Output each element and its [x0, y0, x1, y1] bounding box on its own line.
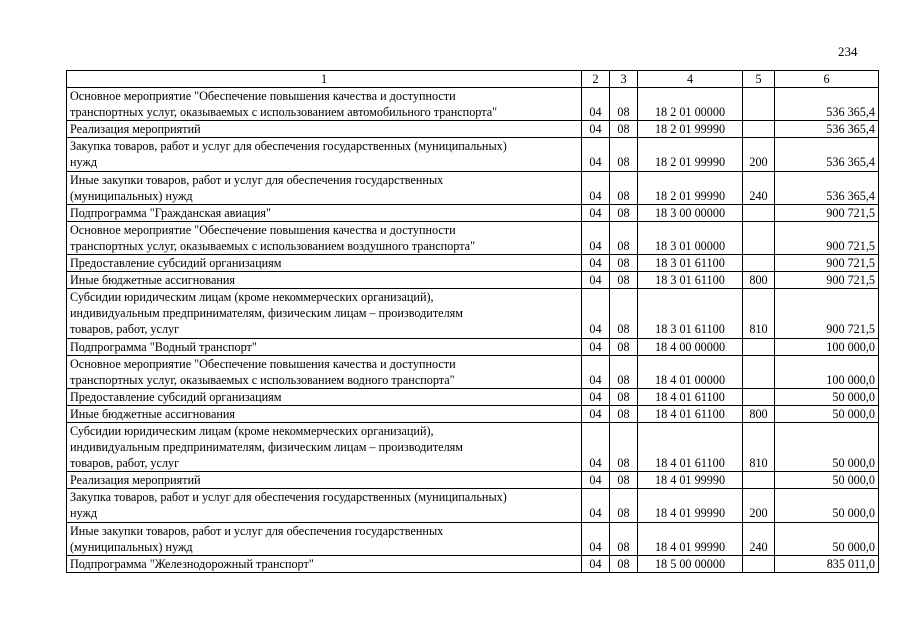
section-code-cell: 04 — [582, 355, 610, 388]
subsection-code-cell: 08 — [610, 522, 638, 555]
item-name-cell: Подпрограмма "Железнодорожный транспорт" — [67, 555, 582, 572]
section-code-cell: 04 — [582, 522, 610, 555]
expense-type-cell: 240 — [743, 522, 775, 555]
subsection-code-cell: 08 — [610, 88, 638, 121]
item-name-cell: Реализация мероприятий — [67, 121, 582, 138]
table-row — [67, 405, 879, 422]
item-name-cell: Иные закупки товаров, работ и услуг для обеспечения государственных (муниципальных) нужд — [67, 522, 582, 555]
expense-type-cell: 240 — [743, 171, 775, 204]
item-name-cell: Закупка товаров, работ и услуг для обеспечения государственных (муниципальных) нужд — [67, 138, 582, 171]
subsection-code-cell: 08 — [610, 338, 638, 355]
table-row — [67, 204, 879, 221]
subsection-code-cell: 08 — [610, 555, 638, 572]
target-article-cell: 18 4 01 99990 — [638, 489, 743, 522]
section-code-cell: 04 — [582, 289, 610, 338]
item-name-cell: Закупка товаров, работ и услуг для обеспечения государственных (муниципальных) нужд — [67, 489, 582, 522]
expense-type-cell — [743, 355, 775, 388]
item-name-cell: Реализация мероприятий — [67, 472, 582, 489]
target-article-cell: 18 4 00 00000 — [638, 338, 743, 355]
expense-type-cell: 200 — [743, 489, 775, 522]
expense-type-cell — [743, 221, 775, 254]
item-name-cell: Предоставление субсидий организациям — [67, 255, 582, 272]
expense-type-cell — [743, 472, 775, 489]
item-name-cell: Подпрограмма "Гражданская авиация" — [67, 204, 582, 221]
target-article-cell: 18 4 01 61100 — [638, 388, 743, 405]
target-article-cell: 18 5 00 00000 — [638, 555, 743, 572]
table-row — [67, 555, 879, 572]
section-code-cell: 04 — [582, 472, 610, 489]
target-article-cell: 18 4 01 61100 — [638, 422, 743, 471]
item-name-cell: Субсидии юридическим лицам (кроме некоммерческих организаций), индивидуальным предпринимателям, физическим лицам – производителям товаров, работ, услуг — [67, 422, 582, 471]
amount-cell: 536 365,4 — [775, 138, 879, 171]
item-name-cell: Иные закупки товаров, работ и услуг для обеспечения государственных (муниципальных) нужд — [67, 171, 582, 204]
expense-type-cell: 800 — [743, 272, 775, 289]
item-name-cell: Иные бюджетные ассигнования — [67, 272, 582, 289]
section-code-cell: 04 — [582, 388, 610, 405]
section-code-cell: 04 — [582, 138, 610, 171]
section-code-cell: 04 — [582, 338, 610, 355]
target-article-cell: 18 2 01 00000 — [638, 88, 743, 121]
item-name-cell: Иные бюджетные ассигнования — [67, 405, 582, 422]
expense-type-cell — [743, 121, 775, 138]
subsection-code-cell: 08 — [610, 489, 638, 522]
amount-cell: 50 000,0 — [775, 422, 879, 471]
subsection-code-cell: 08 — [610, 255, 638, 272]
section-code-cell: 04 — [582, 422, 610, 471]
header-row — [67, 71, 879, 88]
item-name-cell: Субсидии юридическим лицам (кроме некоммерческих организаций), индивидуальным предпринимателям, физическим лицам – производителям товаров, работ, услуг — [67, 289, 582, 338]
subsection-code-cell: 08 — [610, 405, 638, 422]
table-row — [67, 221, 879, 254]
table-row — [67, 138, 879, 171]
subsection-code-cell: 08 — [610, 388, 638, 405]
amount-cell: 835 011,0 — [775, 555, 879, 572]
subsection-code-cell: 08 — [610, 355, 638, 388]
table-row — [67, 171, 879, 204]
expense-type-cell — [743, 88, 775, 121]
expense-type-cell — [743, 388, 775, 405]
table-row — [67, 388, 879, 405]
section-code-cell: 04 — [582, 88, 610, 121]
section-code-cell: 04 — [582, 255, 610, 272]
target-article-cell: 18 4 01 61100 — [638, 405, 743, 422]
section-code-cell: 04 — [582, 204, 610, 221]
item-name-cell: Подпрограмма "Водный транспорт" — [67, 338, 582, 355]
table-row — [67, 422, 879, 471]
section-code-cell: 04 — [582, 272, 610, 289]
expense-type-cell — [743, 555, 775, 572]
header-cell: 1 — [67, 71, 582, 88]
item-name-cell: Предоставление субсидий организациям — [67, 388, 582, 405]
subsection-code-cell: 08 — [610, 171, 638, 204]
item-name-cell: Основное мероприятие "Обеспечение повышения качества и доступности транспортных услуг, оказываемых с использованием автомобильного транспорта" — [67, 88, 582, 121]
amount-cell: 50 000,0 — [775, 489, 879, 522]
table-body — [67, 88, 879, 573]
expense-type-cell — [743, 204, 775, 221]
section-code-cell: 04 — [582, 121, 610, 138]
expense-type-cell — [743, 338, 775, 355]
header-cell: 4 — [638, 71, 743, 88]
header-cell: 5 — [743, 71, 775, 88]
expense-type-cell — [743, 255, 775, 272]
header-cell: 3 — [610, 71, 638, 88]
table-row — [67, 121, 879, 138]
header-cell: 2 — [582, 71, 610, 88]
target-article-cell: 18 4 01 99990 — [638, 522, 743, 555]
table-row — [67, 489, 879, 522]
item-name-cell: Основное мероприятие "Обеспечение повышения качества и доступности транспортных услуг, оказываемых с использованием водного транспорта" — [67, 355, 582, 388]
amount-cell: 900 721,5 — [775, 204, 879, 221]
table-row — [67, 272, 879, 289]
amount-cell: 50 000,0 — [775, 388, 879, 405]
subsection-code-cell: 08 — [610, 289, 638, 338]
amount-cell: 100 000,0 — [775, 355, 879, 388]
amount-cell: 50 000,0 — [775, 405, 879, 422]
page-number: 234 — [838, 44, 858, 59]
header-cell: 6 — [775, 71, 879, 88]
expense-type-cell: 810 — [743, 289, 775, 338]
section-code-cell: 04 — [582, 171, 610, 204]
subsection-code-cell: 08 — [610, 272, 638, 289]
subsection-code-cell: 08 — [610, 221, 638, 254]
amount-cell: 100 000,0 — [775, 338, 879, 355]
target-article-cell: 18 3 00 00000 — [638, 204, 743, 221]
expense-type-cell: 200 — [743, 138, 775, 171]
amount-cell: 900 721,5 — [775, 255, 879, 272]
subsection-code-cell: 08 — [610, 204, 638, 221]
amount-cell: 536 365,4 — [775, 88, 879, 121]
table-row — [67, 255, 879, 272]
item-name-cell: Основное мероприятие "Обеспечение повышения качества и доступности транспортных услуг, оказываемых с использованием воздушного транспорта" — [67, 221, 582, 254]
table-row — [67, 338, 879, 355]
subsection-code-cell: 08 — [610, 121, 638, 138]
section-code-cell: 04 — [582, 555, 610, 572]
subsection-code-cell: 08 — [610, 138, 638, 171]
table-row — [67, 472, 879, 489]
target-article-cell: 18 2 01 99990 — [638, 121, 743, 138]
amount-cell: 50 000,0 — [775, 472, 879, 489]
section-code-cell: 04 — [582, 221, 610, 254]
subsection-code-cell: 08 — [610, 472, 638, 489]
amount-cell: 900 721,5 — [775, 289, 879, 338]
table-row — [67, 522, 879, 555]
budget-table — [66, 70, 879, 573]
table-row — [67, 355, 879, 388]
table-row — [67, 88, 879, 121]
target-article-cell: 18 3 01 00000 — [638, 221, 743, 254]
table-row — [67, 289, 879, 338]
expense-type-cell: 810 — [743, 422, 775, 471]
expense-type-cell: 800 — [743, 405, 775, 422]
target-article-cell: 18 2 01 99990 — [638, 138, 743, 171]
target-article-cell: 18 4 01 99990 — [638, 472, 743, 489]
amount-cell: 536 365,4 — [775, 171, 879, 204]
target-article-cell: 18 3 01 61100 — [638, 289, 743, 338]
target-article-cell: 18 2 01 99990 — [638, 171, 743, 204]
amount-cell: 536 365,4 — [775, 121, 879, 138]
subsection-code-cell: 08 — [610, 422, 638, 471]
target-article-cell: 18 3 01 61100 — [638, 255, 743, 272]
section-code-cell: 04 — [582, 489, 610, 522]
amount-cell: 900 721,5 — [775, 272, 879, 289]
target-article-cell: 18 3 01 61100 — [638, 272, 743, 289]
amount-cell: 900 721,5 — [775, 221, 879, 254]
amount-cell: 50 000,0 — [775, 522, 879, 555]
section-code-cell: 04 — [582, 405, 610, 422]
target-article-cell: 18 4 01 00000 — [638, 355, 743, 388]
